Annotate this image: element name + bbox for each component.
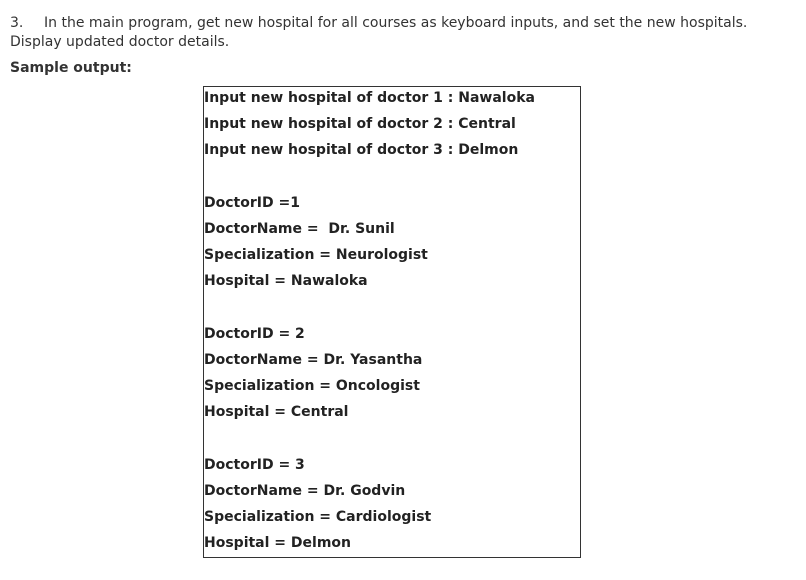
question-text: In the main program, get new hospital for all courses as keyboard inputs, and set the new hospitals. Display updated doctor details.	[10, 15, 748, 50]
output-line-doctor1-hospital: Hospital = Nawaloka	[204, 273, 368, 289]
question-number: 3.	[10, 15, 24, 31]
output-line-doctor2-hospital: Hospital = Central	[204, 404, 349, 420]
output-line-input-2: Input new hospital of doctor 2 : Central	[204, 116, 516, 132]
output-line-doctor1-name: DoctorName = Dr. Sunil	[204, 221, 395, 237]
output-line-doctor3-specialization: Specialization = Cardiologist	[204, 509, 432, 525]
sample-output-label: Sample output:	[10, 60, 132, 76]
output-line-input-1: Input new hospital of doctor 1 : Nawaloka	[204, 90, 535, 106]
sample-output-box	[203, 86, 581, 558]
question-paragraph	[10, 14, 796, 52]
output-line-doctor3-id: DoctorID = 3	[204, 457, 305, 473]
output-line-doctor3-hospital: Hospital = Delmon	[204, 535, 351, 551]
output-line-doctor1-id: DoctorID =1	[204, 195, 300, 211]
output-line-doctor2-id: DoctorID = 2	[204, 326, 305, 342]
output-line-doctor3-name: DoctorName = Dr. Godvin	[204, 483, 406, 499]
output-line-doctor2-specialization: Specialization = Oncologist	[204, 378, 420, 394]
output-line-doctor2-name: DoctorName = Dr. Yasantha	[204, 352, 423, 368]
output-line-input-3: Input new hospital of doctor 3 : Delmon	[204, 142, 519, 158]
output-line-doctor1-specialization: Specialization = Neurologist	[204, 247, 428, 263]
